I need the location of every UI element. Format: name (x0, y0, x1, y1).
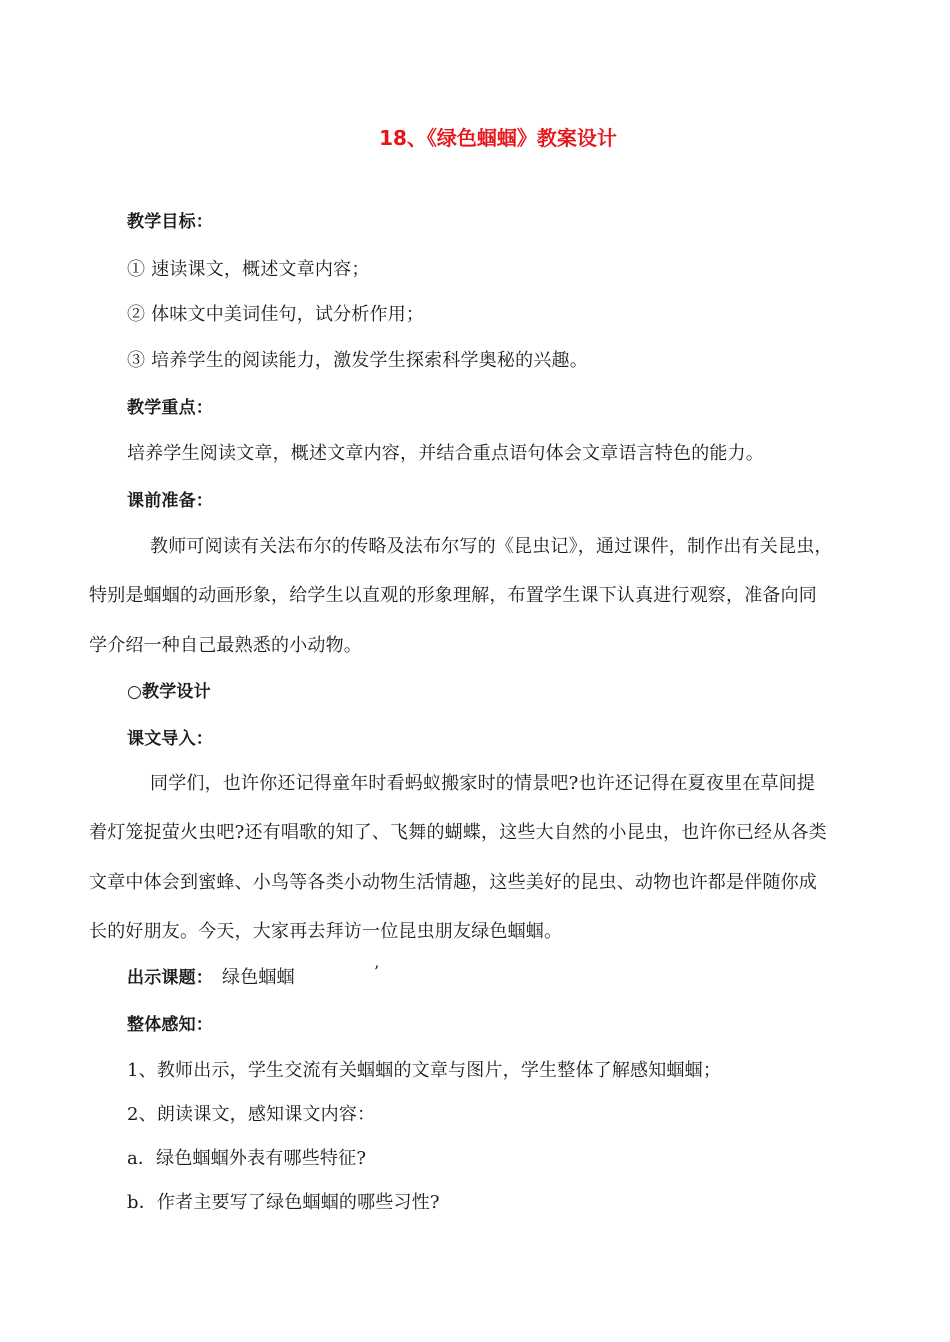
goal-item: ③ 培养学生的阅读能力，激发学生探索科学奥秘的兴趣。 (127, 350, 588, 371)
intro-paragraph-line: 长的好朋友。今天，大家再去拜访一位昆虫朋友绿色蝈蝈。 (89, 921, 563, 942)
intro-heading: 课文导入： (127, 729, 213, 749)
intro-paragraph-line: 着灯笼捉萤火虫吧?还有唱歌的知了、飞舞的蝴蝶，这些大自然的小昆虫，也许你已经从各类 (89, 822, 827, 843)
prep-paragraph-line: 学介绍一种自己最熟悉的小动物。 (89, 635, 362, 656)
overall-item: a．绿色蝈蝈外表有哪些特征? (127, 1148, 367, 1169)
topic-value: 绿色蝈蝈 (222, 967, 295, 988)
focus-text: 培养学生阅读文章，概述文章内容，并结合重点语句体会文章语言特色的能力。 (127, 443, 764, 464)
overall-item: b．作者主要写了绿色蝈蝈的哪些习性? (127, 1192, 440, 1213)
goals-heading: 教学目标： (127, 212, 213, 232)
focus-heading: 教学重点： (127, 398, 213, 418)
overall-item: 2、朗读课文，感知课文内容： (127, 1104, 376, 1125)
document-title: 18、《绿色蝈蝈》教案设计 (379, 126, 617, 150)
prep-paragraph-line: 特别是蝈蝈的动画形象，给学生以直观的形象理解，布置学生课下认真进行观察，准备向同 (89, 585, 817, 606)
topic-mark: ’ (374, 962, 380, 981)
topic-label: 出示课题： (127, 968, 213, 988)
intro-paragraph-line: 同学们，也许你还记得童年时看蚂蚁搬家时的情景吧?也许还记得在夏夜里在草间提 (150, 773, 816, 794)
prep-heading: 课前准备： (127, 491, 213, 511)
goal-item: ② 体味文中美词佳句，试分析作用； (127, 304, 425, 325)
overall-item: 1、教师出示，学生交流有关蝈蝈的文章与图片，学生整体了解感知蝈蝈； (127, 1060, 722, 1081)
intro-paragraph-line: 文章中体会到蜜蜂、小鸟等各类小动物生活情趣，这些美好的昆虫、动物也许都是伴随你成 (89, 872, 817, 893)
prep-paragraph-line: 教师可阅读有关法布尔的传略及法布尔写的《昆虫记》，通过课件，制作出有关昆虫， (150, 536, 833, 557)
design-heading: ○教学设计 (127, 682, 211, 702)
goal-item: ① 速读课文，概述文章内容； (127, 259, 370, 280)
overall-heading: 整体感知： (127, 1015, 213, 1035)
